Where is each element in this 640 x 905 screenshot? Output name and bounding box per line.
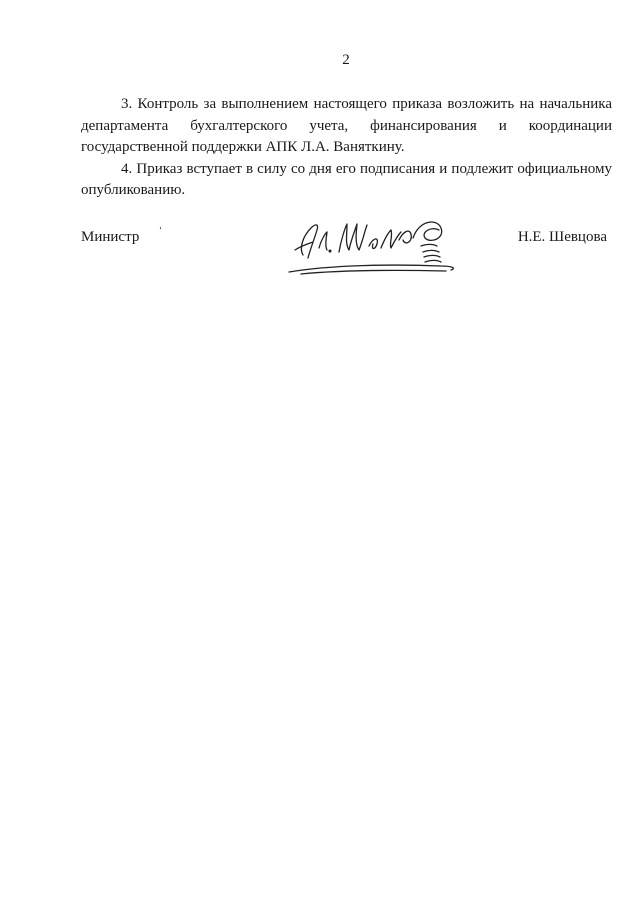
paragraph-4: 4. Приказ вступает в силу со дня его подписания и подлежит официальному опубликованию. xyxy=(81,160,612,198)
signature-block xyxy=(81,226,612,296)
signer-title: Министр xyxy=(81,229,140,245)
document-body xyxy=(81,94,612,202)
stray-mark: ‘ xyxy=(159,225,162,235)
page-number: 2 xyxy=(342,52,350,68)
signer-name: Н.Е. Шевцова xyxy=(517,229,607,245)
handwritten-signature xyxy=(281,210,481,280)
paragraph-3: 3. Контроль за выполнением настоящего приказа возложить на начальника департамента бухгалтерского учета, финансирования и координации государственной поддержки АПК Л.А. Ваняткину. xyxy=(81,96,612,155)
